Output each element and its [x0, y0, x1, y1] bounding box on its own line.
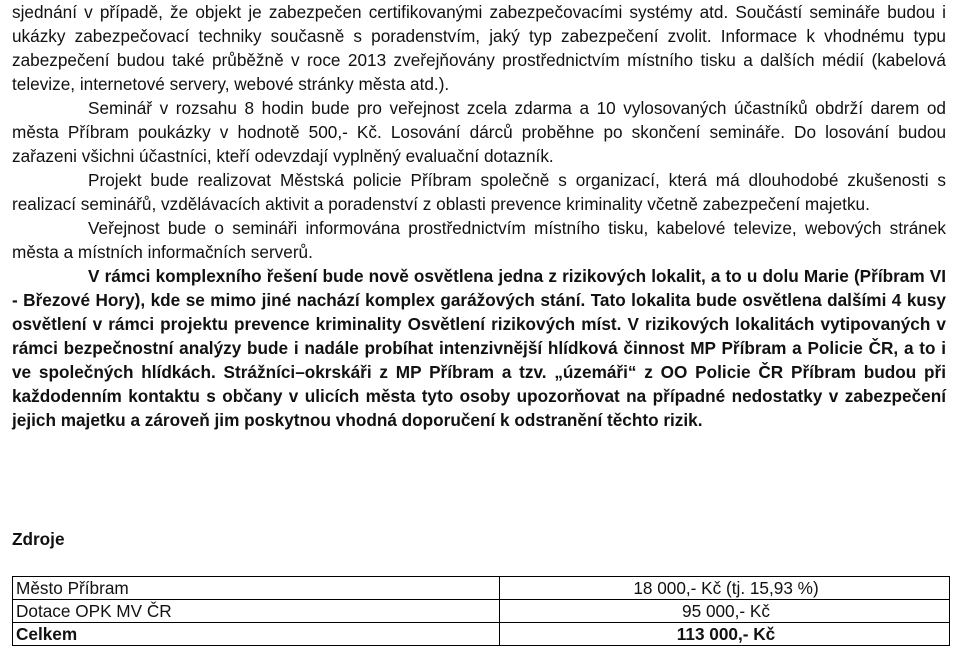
- paragraph-seminar: Seminář v rozsahu 8 hodin bude pro veřejnost zcela zdarma a 10 vylosovaných účastníků obdrží darem od města Příbram poukázky v hodnotě 500,- Kč. Losování dárců proběhne po skončení semináře. Do losování budou zařazeni všichni účastníci, kteří odevzdají vyplněný evaluační dotazník.: [12, 98, 946, 166]
- section-heading-sources: Zdroje: [12, 529, 65, 549]
- sources-table: [12, 576, 950, 646]
- paragraph-intro: sjednání v případě, že objekt je zabezpečen certifikovanými zabezpečovacími systémy atd. Součástí semináře budou i ukázky zabezpečovací techniky současně s poradenstvím, jaký typ zabezpečení zvolit. Informace k vhodnému typu zabezpečení budou také průběžně v roce 2013 zveřejňovány prostřednictvím místního tisku a dalších médií (kabelová televize, internetové servery, webové stránky města atd.).: [12, 2, 946, 94]
- table-cell-label: Celkem: [13, 623, 500, 646]
- document-page: [12, 0, 946, 644]
- table-row: [13, 577, 950, 600]
- table-cell-amount: 18 000,- Kč (tj. 15,93 %): [500, 577, 950, 600]
- table-cell-label: Město Příbram: [13, 577, 500, 600]
- table-cell-label: Dotace OPK MV ČR: [13, 600, 500, 623]
- table-row-total: [13, 623, 950, 646]
- table-cell-amount: 113 000,- Kč: [500, 623, 950, 646]
- paragraph-public-info: Veřejnost bude o semináři informována prostřednictvím místního tisku, kabelové televize, webových stránek města a místních informačních serverů.: [12, 218, 946, 262]
- table-cell-amount: 95 000,- Kč: [500, 600, 950, 623]
- paragraph-project: Projekt bude realizovat Městská policie Příbram společně s organizací, která má dlouhodobé zkušenosti s realizací seminářů, vzdělávacích aktivit a poradenství z oblasti prevence kriminality včetně zabezpečení majetku.: [12, 170, 946, 214]
- paragraph-lighting: V rámci komplexního řešení bude nově osvětlena jedna z rizikových lokalit, a to u dolu Marie (Příbram VI - Březové Hory), kde se mimo jiné nachází komplex garážových stání. Tato lokalita bude osvětlena dalšími 4 kusy osvětlení v rámci projektu prevence kriminality Osvětlení rizikových míst. V rizikových lokalitách vytipovaných v rámci bezpečnostní analýzy bude i nadále probíhat intenzivnější hlídková činnost MP Příbram a Policie ČR, a to i ve společných hlídkách. Strážníci–okrskáři z MP Příbram a tzv. „územáři“ z OO Policie ČR Příbram budou při každodenním kontaktu s občany v ulicích města tyto osoby upozorňovat na případné nedostatky v zabezpečení jejich majetku a zároveň jim poskytnou vhodná doporučení k odstranění těchto rizik.: [12, 266, 946, 430]
- table-row: [13, 600, 950, 623]
